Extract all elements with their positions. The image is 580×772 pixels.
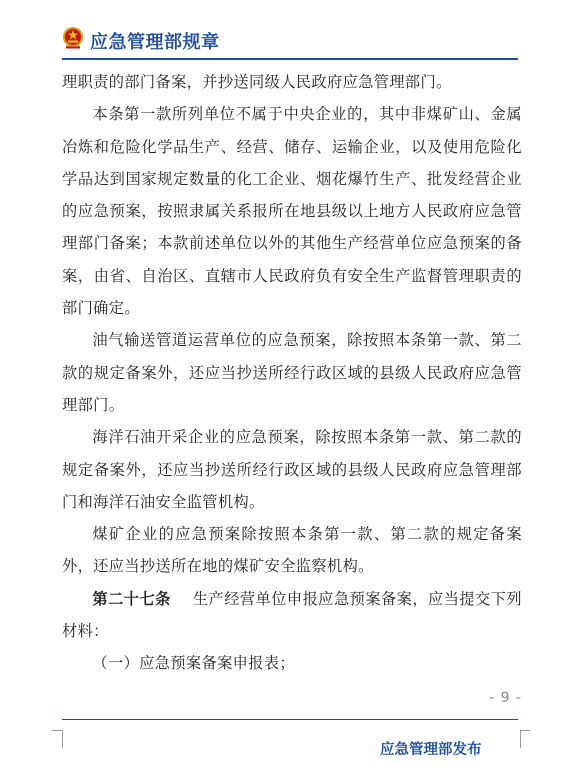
crop-mark-left-horizontal [52,730,62,731]
footer-divider [62,719,518,720]
footer-publisher: 应急管理部发布 [380,742,482,758]
page-number: - 9 - [489,690,522,706]
national-emblem-icon [62,26,84,50]
page-header [62,24,518,56]
document-body [62,66,522,680]
crop-mark-right [520,730,531,748]
paragraph-continuation: 理职责的部门备案，并抄送同级人民政府应急管理部门。 [62,73,452,91]
page-header-title: 应急管理部规章 [90,32,220,53]
crop-mark-left [52,730,63,748]
paragraph: 煤矿企业的应急预案除按照本条第一款、第二款的规定备案外，还应当抄送所在地的煤矿安全监察机构。 [62,525,522,576]
header-divider [62,58,518,60]
crop-mark-right-horizontal [520,730,530,731]
list-item: （一）应急预案备案申报表； [92,654,296,673]
article-text: 生产经营单位申报应急预案备案，应当提交下列材料： [62,589,522,641]
paragraph: 油气输送管道运营单位的应急预案，除按照本条第一款、第二款的规定备案外，还应当抄送所经行政区域的县级人民政府应急管理部门。 [62,331,522,414]
article-paragraph [62,583,522,648]
article-number: 第二十七条 [92,589,171,608]
paragraph: 本条第一款所列单位不属于中央企业的，其中非煤矿山、金属冶炼和危险化学品生产、经营、储存、运输企业，以及使用危险化学品达到国家规定数量的化工企业、烟花爆竹生产、批发经营企业的应急预案，按照隶属关系报所在地县级以上地方人民政府应急管理部门备案；本款前述单位以外的其他生产经营单位应急预案的备案，由省、自治区、直辖市人民政府负有安全生产监督管理职责的部门确定。 [62,105,522,318]
paragraph: 海洋石油开采企业的应急预案，除按照本条第一款、第二款的规定备案外，还应当抄送所经行政区域的县级人民政府应急管理部门和海洋石油安全监管机构。 [62,428,522,511]
